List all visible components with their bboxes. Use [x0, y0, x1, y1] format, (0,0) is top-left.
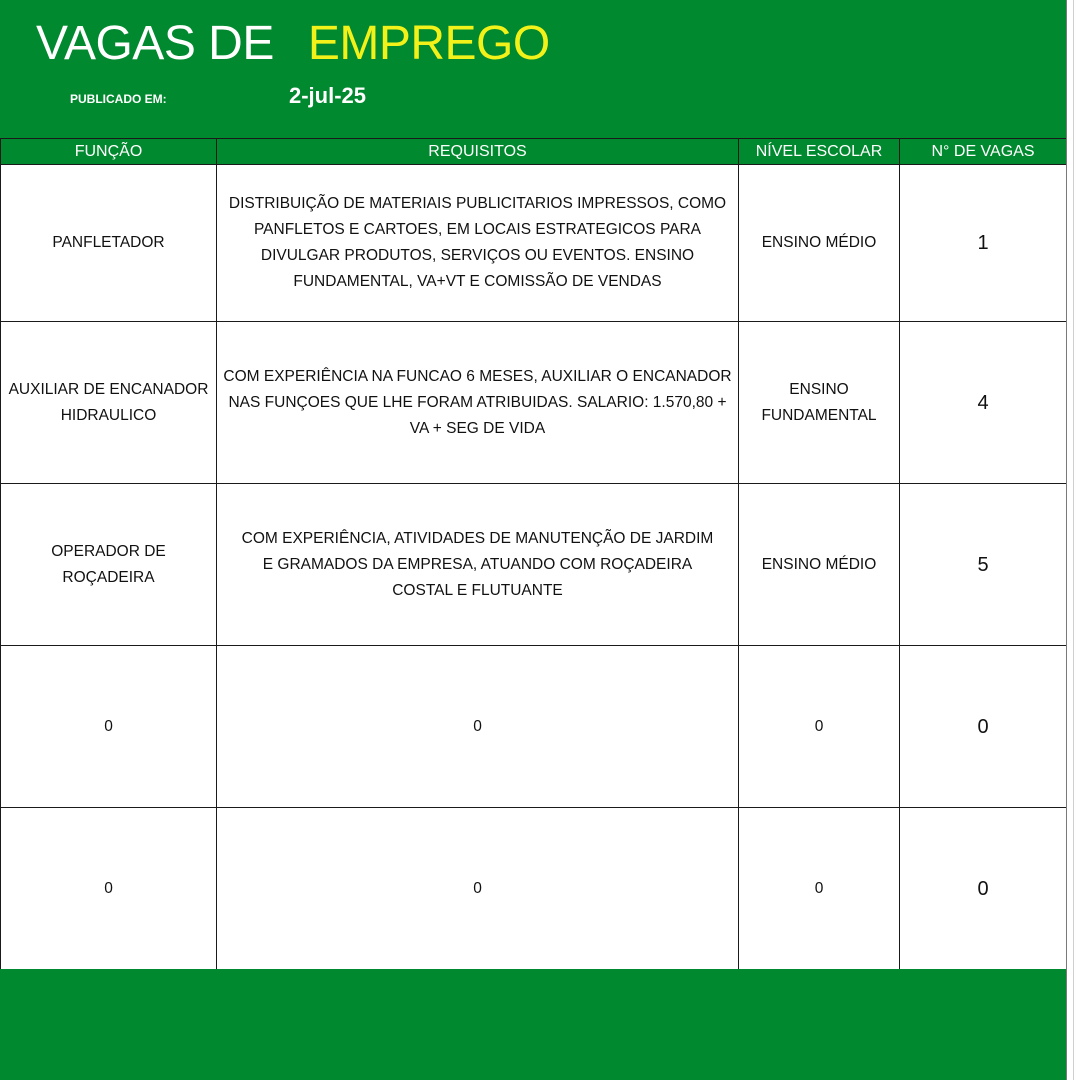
table-row: [1, 165, 1067, 322]
cell-nivel-escolar: 0: [739, 808, 900, 970]
table-row: [1, 322, 1067, 484]
cell-requisitos: DISTRIBUIÇÃO DE MATERIAIS PUBLICITARIOS IMPRESSOS, COMO PANFLETOS E CARTOES, EM LOCAIS ESTRATEGICOS PARA DIVULGAR PRODUTOS, SERVIÇOS OU EVENTOS. ENSINO FUNDAMENTAL, VA+VT E COMISSÃO DE VENDAS: [217, 165, 739, 322]
cell-funcao: 0: [1, 646, 217, 808]
cell-requisitos: COM EXPERIÊNCIA NA FUNCAO 6 MESES, AUXILIAR O ENCANADOR NAS FUNÇOES QUE LHE FORAM ATRIBUIDAS. SALARIO: 1.570,80 + VA + SEG DE VIDA: [217, 322, 739, 484]
cell-requisitos: 0: [217, 808, 739, 970]
cell-requisitos: COM EXPERIÊNCIA, ATIVIDADES DE MANUTENÇÃO DE JARDIM E GRAMADOS DA EMPRESA, ATUANDO COM ROÇADEIRA COSTAL E FLUTUANTE: [217, 484, 739, 646]
published-date: 2-jul-25: [289, 83, 367, 108]
cell-nivel-escolar: ENSINO MÉDIO: [739, 484, 900, 646]
column-header-funcao: FUNÇÃO: [1, 139, 217, 165]
cell-vagas: 1: [900, 165, 1067, 322]
cell-nivel-escolar: ENSINO FUNDAMENTAL: [739, 322, 900, 484]
cell-vagas: 0: [900, 808, 1067, 970]
footer-band: [0, 969, 1066, 1080]
page-edge-divider: [1066, 0, 1080, 1080]
table-row: [1, 646, 1067, 808]
title-part-2: EMPREGO: [307, 17, 550, 70]
column-header-nivel-escolar: NÍVEL ESCOLAR: [739, 139, 900, 165]
cell-vagas: 4: [900, 322, 1067, 484]
cell-funcao: AUXILIAR DE ENCANADOR HIDRAULICO: [1, 322, 217, 484]
table-header-row: [1, 139, 1067, 165]
cell-funcao: PANFLETADOR: [1, 165, 217, 322]
cell-nivel-escolar: 0: [739, 646, 900, 808]
column-header-numero-vagas: N° DE VAGAS: [900, 139, 1067, 165]
cell-funcao: OPERADOR DE ROÇADEIRA: [1, 484, 217, 646]
title-part-1: VAGAS DE: [36, 17, 274, 70]
page-title: [36, 16, 550, 72]
published-label: PUBLICADO EM:: [70, 92, 167, 106]
cell-vagas: 5: [900, 484, 1067, 646]
cell-nivel-escolar: ENSINO MÉDIO: [739, 165, 900, 322]
table-row: [1, 808, 1067, 970]
column-header-requisitos: REQUISITOS: [217, 139, 739, 165]
jobs-table: [0, 138, 1067, 970]
cell-funcao: 0: [1, 808, 217, 970]
table-row: [1, 484, 1067, 646]
cell-requisitos: 0: [217, 646, 739, 808]
cell-vagas: 0: [900, 646, 1067, 808]
